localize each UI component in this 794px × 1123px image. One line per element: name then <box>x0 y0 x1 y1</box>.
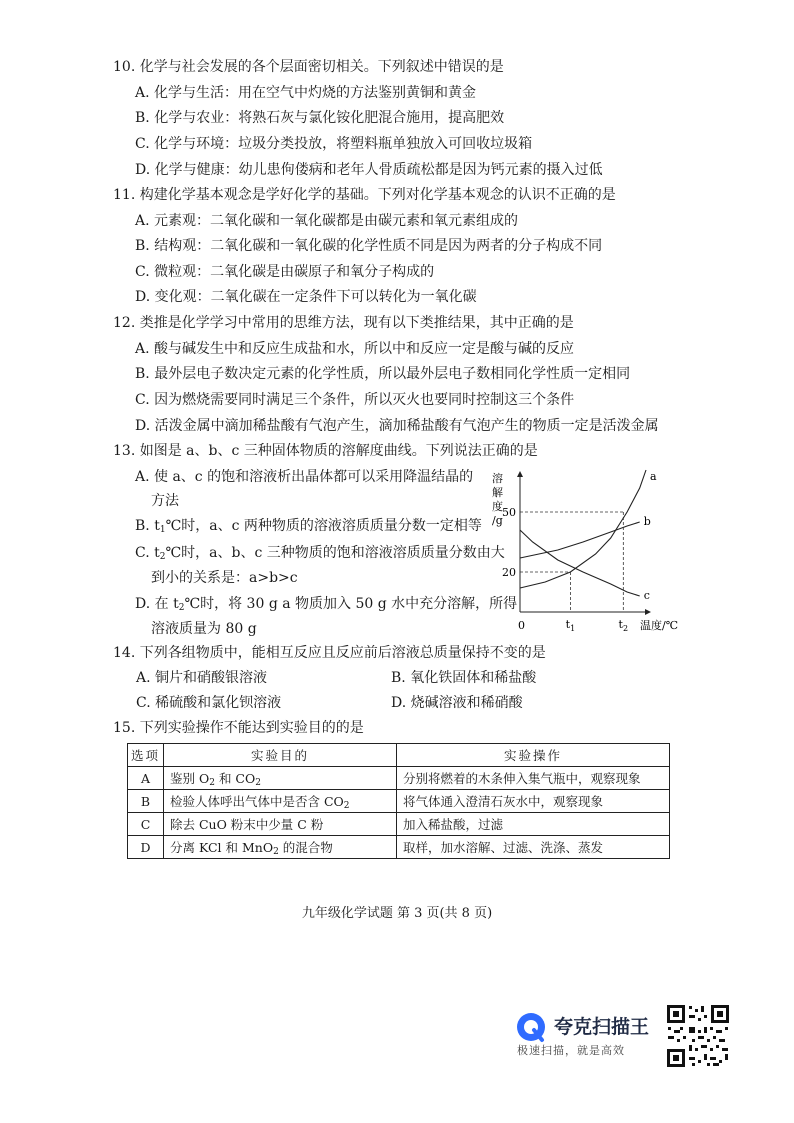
question-11-option-b: B. 结构观：二氧化碳和一氧化碳的化学性质不同是因为两者的分子构成不同 <box>135 238 603 254</box>
question-13-stem: 13. 如图是 a、b、c 三种固体物质的溶解度曲线。下列说法正确的是 <box>113 443 538 459</box>
origin-label: 0 <box>518 619 525 632</box>
question-12-option-c: C. 因为燃烧需要同时满足三个条件，所以灭火也要同时控制这三个条件 <box>135 392 575 408</box>
question-10-option-b: B. 化学与农业：将熟石灰与氯化铵化肥混合施用，提高肥效 <box>135 110 505 126</box>
row-operation: 将气体通入澄清石灰水中，观察现象 <box>397 790 670 813</box>
series-c-label: c <box>643 589 650 602</box>
question-15-stem: 15. 下列实验操作不能达到实验目的的是 <box>113 720 364 736</box>
question-13-option-a-line2: 方法 <box>151 493 179 509</box>
question-13-option-b: B. $t_1℃$时，a、c 两种物质的溶液溶质质量分数一定相等 <box>135 518 482 535</box>
series-b-curve <box>520 522 640 558</box>
x-tick-label-t2: $t_2$ <box>618 618 629 633</box>
question-10-option-a: A. 化学与生活：用在空气中灼烧的方法鉴别黄铜和黄金 <box>135 85 477 101</box>
question-13-option-c-line2: 到小的关系是：a>b>c <box>151 570 298 586</box>
table-row <box>128 813 670 836</box>
question-14-option-a: A. 铜片和硝酸银溶液 <box>136 670 268 686</box>
table-header-aim: 实验目的 <box>164 744 397 767</box>
row-option: C <box>128 813 164 836</box>
y-tick-label-50: 50 <box>502 506 516 519</box>
watermark-brand-name: 夸克扫描王 <box>554 1016 650 1038</box>
question-13-option-d: D. 在 $t_2℃$时，将 30 g a 物质加入 50 g 水中充分溶解，所得 <box>135 596 518 613</box>
question-14-stem: 14. 下列各组物质中，能相互反应且反应前后溶液总质量保持不变的是 <box>113 645 546 661</box>
row-aim: 除去 CuO 粉末中少量 C 粉 <box>164 813 397 836</box>
x-axis-label: 温度/℃ <box>640 619 679 632</box>
table-row <box>128 790 670 813</box>
series-a-curve <box>520 470 646 588</box>
question-12-option-a: A. 酸与碱发生中和反应生成盐和水，所以中和反应一定是酸与碱的反应 <box>135 341 575 357</box>
question-14-option-c: C. 稀硫酸和氯化钡溶液 <box>136 695 282 711</box>
x-tick-label-t1: $t_1$ <box>565 618 576 633</box>
row-operation: 取样，加水溶解、过滤、洗涤、蒸发 <box>397 836 670 859</box>
watermark-tagline: 极速扫描，就是高效 <box>517 1044 625 1057</box>
question-11-option-d: D. 变化观：二氧化碳在一定条件下可以转化为一氧化碳 <box>135 289 477 305</box>
series-b-label: b <box>643 515 651 528</box>
row-option: A <box>128 767 164 790</box>
row-aim: 分离 KCl 和 MnO$_2$ 的混合物 <box>164 836 397 859</box>
question-13-option-d-line2: 溶液质量为 80 g <box>151 621 257 637</box>
question-10-option-d: D. 化学与健康：幼儿患佝偻病和老年人骨质疏松都是因为钙元素的摄入过低 <box>135 162 603 178</box>
quark-logo-icon <box>514 1010 550 1044</box>
y-tick-label-20: 20 <box>502 566 516 579</box>
question-12-stem: 12. 类推是化学学习中常用的思维方法，现有以下类推结果，其中正确的是 <box>113 315 574 331</box>
row-aim: 鉴别 $O_2$ 和 $CO_2$ <box>164 767 397 790</box>
question-13-option-a: A. 使 a、c 的饱和溶液析出晶体都可以采用降温结晶的 <box>135 469 474 485</box>
row-option: D <box>128 836 164 859</box>
question-11-stem: 11. 构建化学基本观念是学好化学的基础。下列对化学基本观念的认识不正确的是 <box>113 187 616 203</box>
question-11-option-c: C. 微粒观：二氧化碳是由碳原子和氧分子构成的 <box>135 264 435 280</box>
row-option: B <box>128 790 164 813</box>
series-c-curve <box>520 530 640 596</box>
solubility-chart <box>478 466 693 638</box>
y-label-char-1: 溶 <box>492 472 503 485</box>
y-label-char-3: 度 <box>492 500 503 513</box>
question-10-option-c: C. 化学与环境：垃圾分类投放，将塑料瓶单独放入可回收垃圾箱 <box>135 136 533 152</box>
row-operation: 加入稀盐酸，过滤 <box>397 813 670 836</box>
page-footer: 九年级化学试题 第 3 页(共 8 页) <box>301 906 493 921</box>
question-14-option-d: D. 烧碱溶液和稀硝酸 <box>391 695 523 711</box>
question-12-option-d: D. 活泼金属中滴加稀盐酸有气泡产生，滴加稀盐酸有气泡产生的物质一定是活泼金属 <box>135 418 659 434</box>
row-aim: 检验人体呼出气体中是否含 $CO_2$ <box>164 790 397 813</box>
y-label-char-4: /g <box>492 514 503 527</box>
table-header-row <box>128 744 670 767</box>
series-a-label: a <box>650 470 657 483</box>
y-label-char-2: 解 <box>492 486 503 499</box>
experiment-table <box>127 743 670 859</box>
question-14-option-b: B. 氧化铁固体和稀盐酸 <box>391 670 537 686</box>
question-11-option-a: A. 元素观：二氧化碳和一氧化碳都是由碳元素和氧元素组成的 <box>135 213 519 229</box>
table-row <box>128 836 670 859</box>
qr-code-icon <box>665 1003 731 1069</box>
row-operation: 分别将燃着的木条伸入集气瓶中，观察现象 <box>397 767 670 790</box>
question-10-stem: 10. 化学与社会发展的各个层面密切相关。下列叙述中错误的是 <box>113 59 504 75</box>
table-header-option: 选项 <box>128 744 164 767</box>
question-12-option-b: B. 最外层电子数决定元素的化学性质，所以最外层电子数相同化学性质一定相同 <box>135 366 631 382</box>
table-header-operation: 实验操作 <box>397 744 670 767</box>
question-13-option-c: C. $t_2℃$时，a、b、c 三种物质的饱和溶液溶质质量分数由大 <box>135 545 505 562</box>
table-row <box>128 767 670 790</box>
